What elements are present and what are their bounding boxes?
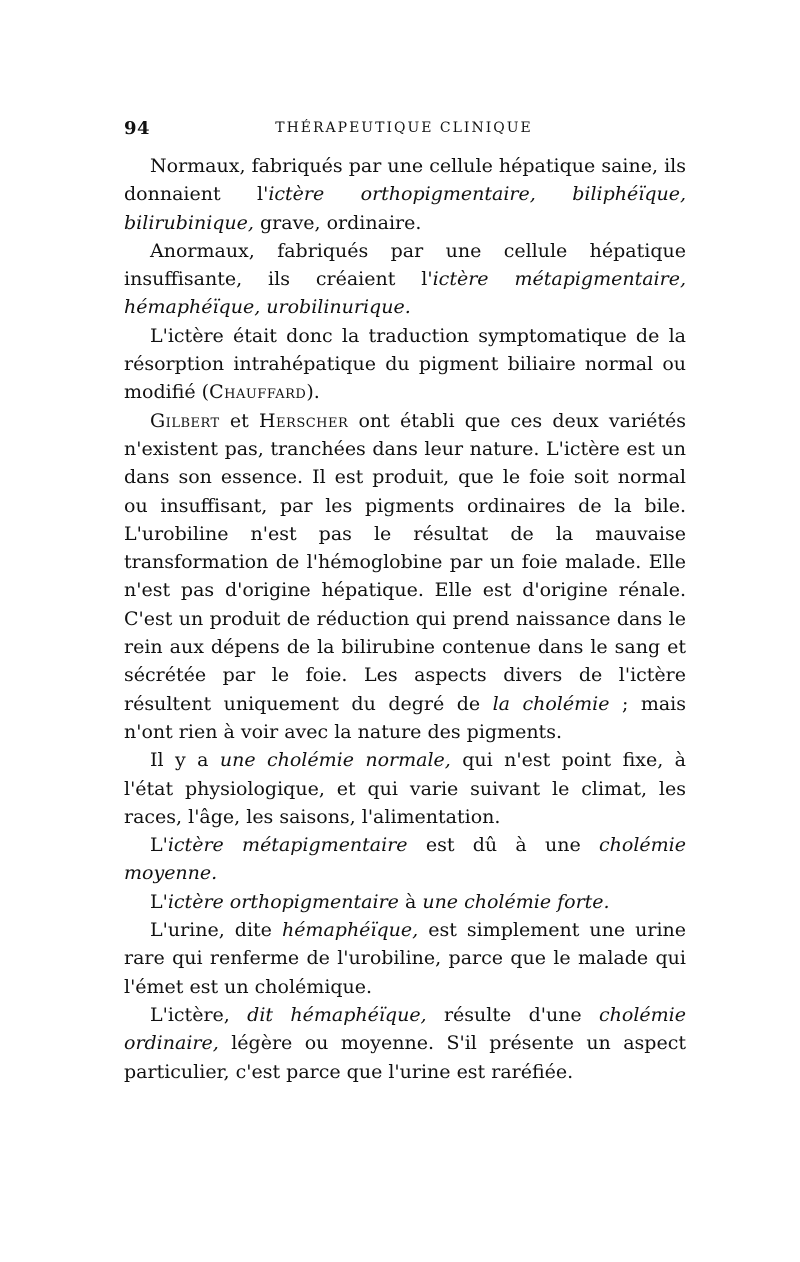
text-run: L'ictère était donc la traduction symptomatique de la résorption intrahépatique du pigment biliaire normal ou modifié ( [124, 324, 686, 404]
text-run: résulte d'une [426, 1003, 600, 1026]
italic-run: dit hémaphéïque, [247, 1003, 427, 1026]
text-run: ont établi que ces deux variétés n'existent pas, tranchées dans leur nature. L'ictère est un dans son essence. Il est produit, que le foie soit normal ou insuffisant, par les pigments ordinaires de la bile. L'urobiline n'est pas le résultat de la mauvaise transformation de l'hémoglobine par un foie malade. Elle n'est pas d'origine hépatique. Elle est d'origine rénale. C'est un produit de réduction qui prend naissance dans le rein aux dépens de la bilirubine contenue dans le sang et sécrétée par le foie. Les aspects divers de l'ictère résultent uniquement du degré de [124, 409, 686, 715]
text-run: est simplement une urine rare qui renferme de l'urobiline, parce que le malade qui l'émet est un cholémique. [124, 919, 686, 998]
text-run: L'ictère, [150, 1003, 248, 1026]
italic-run: ictère orthopigmentaire [167, 890, 399, 913]
text-run: est dû à une [407, 834, 600, 857]
italic-run: la cholémie [492, 692, 610, 715]
author-name: Chauffard [209, 381, 307, 404]
text-run: ). [306, 381, 320, 404]
paragraph-3 [124, 322, 686, 407]
text-run: qui n'est point fixe, à l'état physiologique, et qui varie suivant le climat, les races, l'âge, les saisons, l'alimentation. [124, 749, 686, 828]
body-text [124, 152, 686, 1086]
italic-run: cholémie moyenne. [124, 834, 687, 885]
italic-run: ictère métapigmentaire, hémaphéïque, urobilinurique. [124, 268, 686, 319]
italic-run: une cholémie normale, [219, 749, 451, 772]
paragraph-6 [124, 831, 686, 888]
page-number: 94 [124, 118, 151, 139]
paragraph-1 [124, 152, 686, 237]
page-header [124, 118, 684, 142]
text-run: Il y a [150, 749, 220, 772]
paragraph-9 [124, 1001, 686, 1086]
italic-run: une cholémie forte. [422, 890, 610, 913]
italic-run: ictère métapigmentaire [167, 834, 408, 857]
text-run: légère ou moyenne. S'il présente un aspect particulier, c'est parce que l'urine est raréfiée. [124, 1032, 686, 1083]
italic-run: hémaphéïque, [281, 919, 419, 942]
text-run: L'urine, dite [150, 919, 282, 942]
paragraph-7 [124, 888, 686, 916]
text-run: et [219, 409, 259, 432]
paragraph-4 [124, 407, 686, 747]
italic-run: cholémie ordinaire, [124, 1003, 686, 1055]
text-run: grave, ordinaire. [253, 211, 422, 234]
text-run: L' [150, 890, 168, 913]
paragraph-2 [124, 237, 686, 322]
paragraph-5 [124, 746, 686, 831]
paragraph-8 [124, 916, 686, 1001]
text-run: ; mais n'ont rien à voir avec la nature des pigments. [124, 692, 687, 743]
text-run: à [398, 890, 423, 913]
text-run: Normaux, fabriqués par une cellule hépatique saine, ils donnaient l' [124, 155, 686, 206]
running-head: THÉRAPEUTIQUE CLINIQUE [275, 120, 533, 136]
author-name: Herscher [258, 409, 349, 432]
italic-run: ictère orthopigmentaire, biliphéïque, bilirubinique, [124, 183, 686, 234]
author-name: Gilbert [150, 409, 220, 432]
text-run: L' [150, 834, 168, 857]
text-run: Anormaux, fabriqués par une cellule hépatique insuffisante, ils créaient l' [124, 239, 686, 291]
